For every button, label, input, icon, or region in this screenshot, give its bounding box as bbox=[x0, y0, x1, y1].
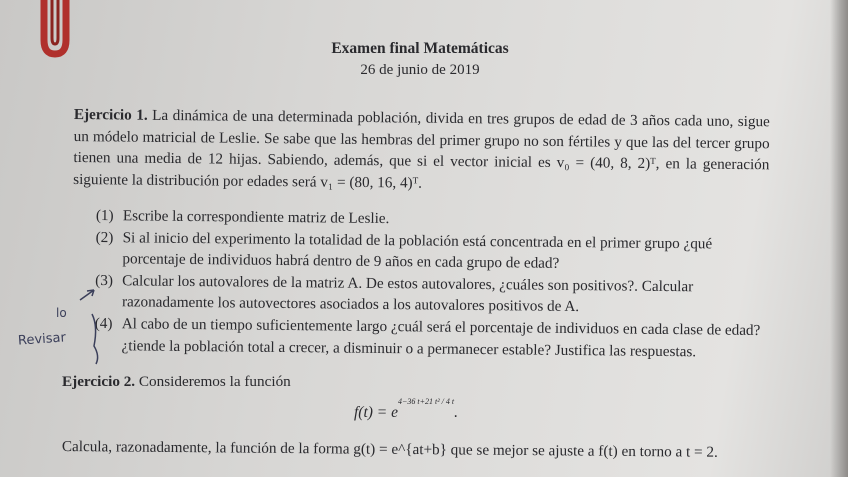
item-text: Escribe la correspondiente matriz de Leslie. bbox=[122, 207, 390, 228]
exercise-1-statement bbox=[73, 104, 770, 198]
exercise-2-formula: $f(t) = e^{4-36 t+21 t^2 / 4 t}$. bbox=[354, 397, 458, 422]
item-number: (2) bbox=[95, 228, 114, 246]
item-number: (3) bbox=[95, 271, 114, 289]
exam-date: 26 de junio de 2019 bbox=[360, 62, 480, 78]
item-text: Si al inicio del experimento la totalidad de la población está concentrada en el primer grupo ¿qué porcentaje de individuos habrá dentro de 9 años en cada grupo de edad? bbox=[122, 228, 713, 273]
binder-clip-icon bbox=[38, 0, 72, 58]
exam-title: Examen final Matemáticas bbox=[331, 40, 509, 57]
exercise-2-label: Ejercicio 2. bbox=[62, 373, 136, 390]
list-item bbox=[94, 313, 774, 363]
list-item bbox=[95, 227, 775, 277]
item-number: (1) bbox=[95, 206, 114, 225]
exercise-1-text: La dinámica de una determinada población, divida en tres grupos de edad de 3 años cada uno, sigue un módelo matricial de Leslie. Se sabe que las hembras del primer grupo no son fértiles y que las del tercer grupo tienen una media de 12 hijas. Sabiendo, además, que si el vector inicial es v₀ = (40, 8, 2)ᵀ, en la generación siguiente la distribución por edades será v₁ = (80, 16, 4)ᵀ. bbox=[73, 106, 770, 192]
handwritten-annotation bbox=[17, 286, 120, 366]
handwritten-note-lo: lo bbox=[56, 306, 67, 320]
page-edge-shadow bbox=[830, 0, 848, 477]
exercise-2-intro: Consideremos la función bbox=[138, 373, 291, 390]
exercise-1-label: Ejercicio 1. bbox=[73, 105, 148, 124]
exercise-1-items bbox=[94, 205, 776, 363]
formula-exponent: 4−36 t+21 t² / 4 t bbox=[398, 397, 455, 406]
list-item bbox=[95, 270, 775, 320]
exercise-2-body: Calcula, razonadamente, la función de la forma g(t) = e^{at+b} que se mejor se ajuste a f(t) en torno a t = 2. bbox=[61, 437, 718, 461]
handwritten-note-revisar: Revisar bbox=[17, 330, 67, 349]
exercise-2-heading bbox=[62, 373, 762, 391]
formula-lhs: f(t) = e bbox=[354, 404, 399, 422]
item-number: (4) bbox=[94, 314, 113, 333]
item-text: Calcular los autovalores de la matriz A. De estos autovalores, ¿cuáles son positivos?. Calcular razonadamente los autovectores asociados a los autovalores positivos de A. bbox=[121, 272, 694, 316]
item-text: Al cabo de un tiempo suficientemente largo ¿cuál será el porcentaje de individuos en cada clase de edad? ¿tiende la población total a crecer, a disminuir o a permanecer estable? Justifica las respuestas. bbox=[121, 315, 761, 360]
